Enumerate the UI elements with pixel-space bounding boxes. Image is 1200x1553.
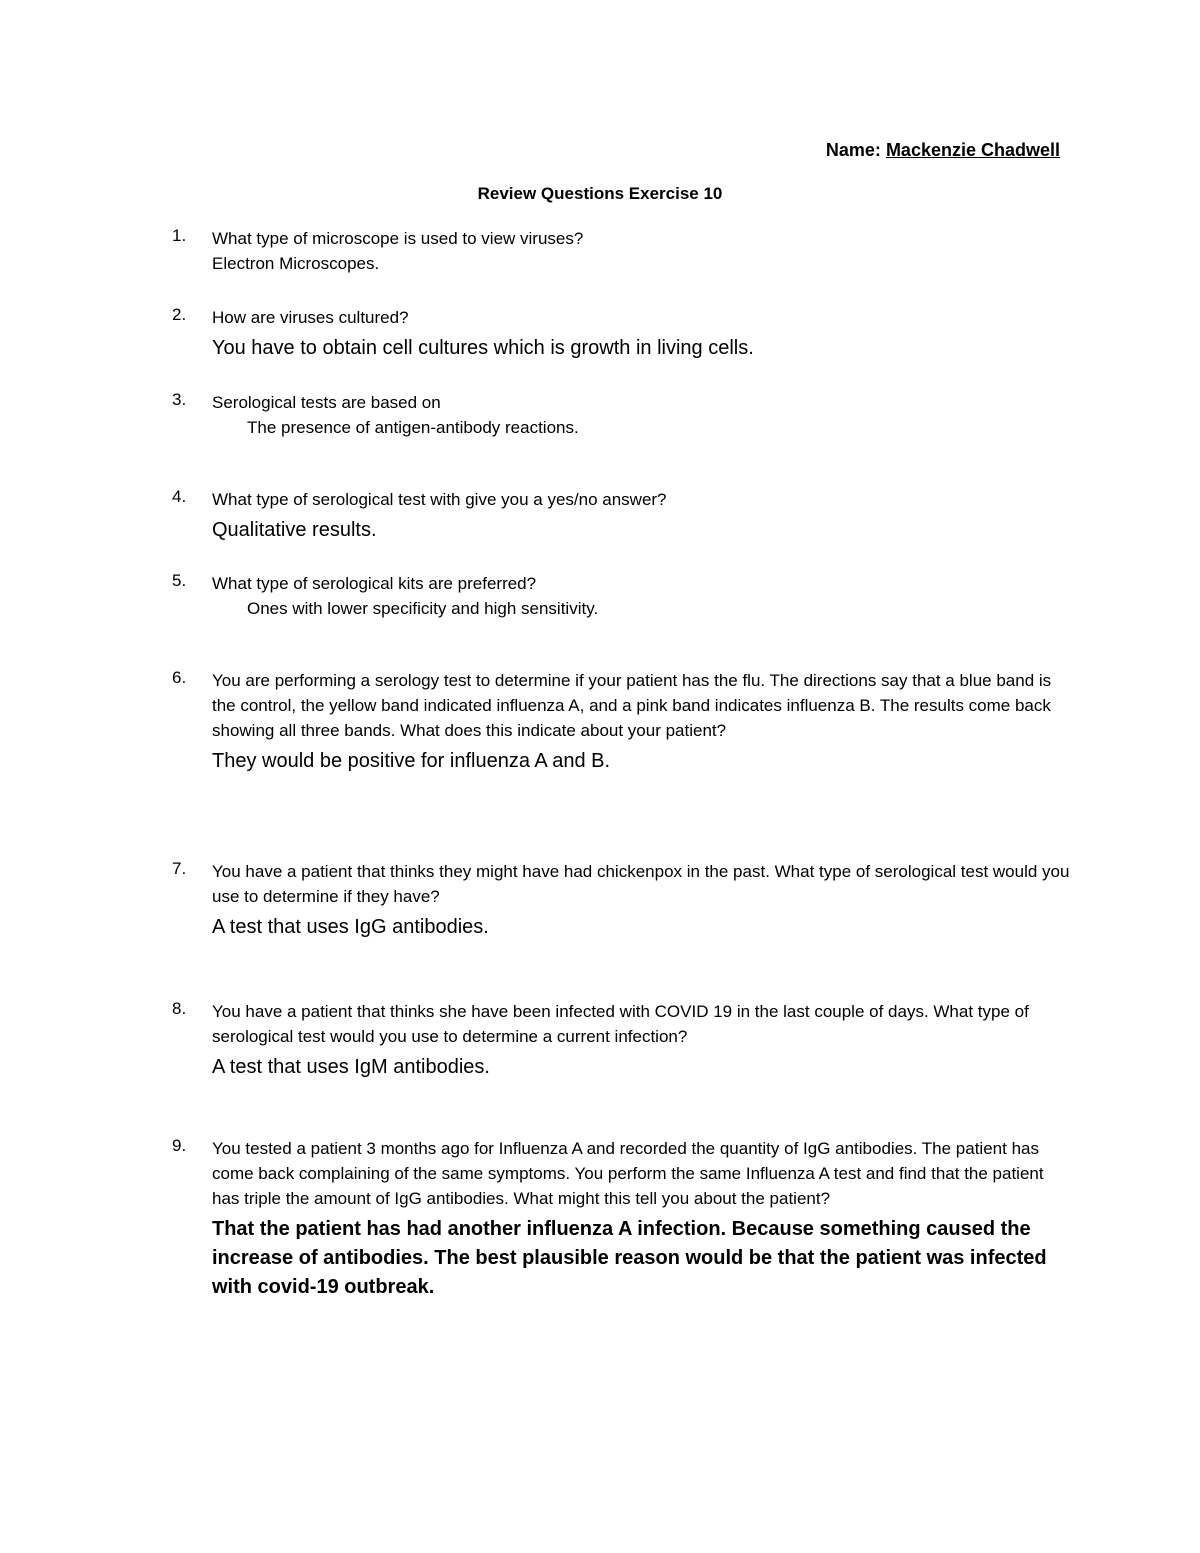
student-name-line: [826, 140, 1060, 161]
answer-text: Ones with lower specificity and high sensitivity.: [247, 599, 599, 618]
question-item-7: [172, 859, 1072, 941]
question-item-4: [172, 487, 1072, 544]
question-item-9: [172, 1136, 1072, 1302]
question-item-3: [172, 390, 1072, 440]
question-number: 5.: [172, 571, 187, 590]
name-label: Name:: [825, 140, 881, 160]
question-item-1: [172, 226, 1072, 276]
question-item-5: [172, 571, 1072, 621]
question-text: What type of microscope is used to view viruses?: [212, 229, 584, 248]
question-text: What type of serological kits are preferred?: [212, 574, 537, 593]
question-text: How are viruses cultured?: [212, 308, 409, 327]
question-number: 7.: [172, 859, 187, 878]
question-number: 1.: [172, 226, 187, 245]
page-title: Review Questions Exercise 10: [477, 184, 723, 203]
answer-text: Electron Microscopes.: [212, 254, 380, 273]
question-number: 2.: [172, 305, 187, 324]
answer-text: A test that uses IgM antibodies.: [212, 1056, 490, 1078]
question-text: You are performing a serology test to determine if your patient has the flu. The directions say that a blue band is the control, the yellow band indicated influenza A, and a pink band indicates influenza B. The results come back showing all three bands. What does this indicate about your patient?: [212, 671, 1052, 740]
answer-text: That the patient has had another influenza A infection. Because something caused the increase of antibodies. The best plausible reason would be that the patient was infected with covid-19 outbreak.: [212, 1218, 1047, 1298]
question-text: Serological tests are based on: [212, 393, 441, 412]
answer-text: You have to obtain cell cultures which is growth in living cells.: [212, 337, 754, 359]
answer-text: A test that uses IgG antibodies.: [212, 916, 489, 938]
student-name: Mackenzie Chadwell: [885, 140, 1060, 160]
question-number: 9.: [172, 1136, 187, 1155]
question-text: You have a patient that thinks she have been infected with COVID 19 in the last couple of days. What type of serological test would you use to determine a current infection?: [212, 1002, 1029, 1046]
question-text: You tested a patient 3 months ago for Influenza A and recorded the quantity of IgG antibodies. The patient has come back complaining of the same symptoms. You perform the same Influenza A test and find that the patient has triple the amount of IgG antibodies. What might this tell you about the patient?: [212, 1139, 1044, 1208]
question-item-6: [172, 668, 1072, 775]
question-number: 4.: [172, 487, 187, 506]
question-text: You have a patient that thinks they might have had chickenpox in the past. What type of serological test would you use to determine if they have?: [212, 862, 1070, 906]
question-number: 6.: [172, 668, 187, 687]
question-number: 3.: [172, 390, 187, 409]
answer-text: Qualitative results.: [212, 519, 377, 541]
question-text: What type of serological test with give you a yes/no answer?: [212, 490, 667, 509]
answer-text: They would be positive for influenza A and B.: [212, 750, 611, 772]
question-item-8: [172, 999, 1072, 1081]
answer-text: The presence of antigen-antibody reactions.: [247, 418, 579, 437]
question-number: 8.: [172, 999, 187, 1018]
question-item-2: [172, 305, 1072, 362]
